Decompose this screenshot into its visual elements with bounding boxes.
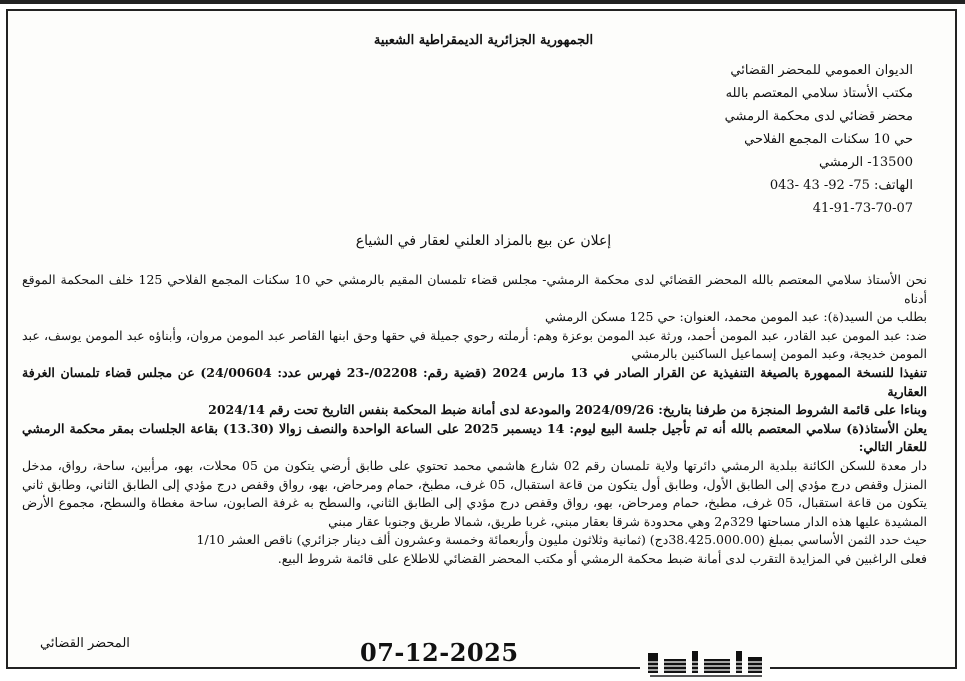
newspaper-logo: [640, 647, 770, 681]
paragraph-price: حيث حدد الثمن الأساسي بمبلغ (38.425.000.00دج) (ثمانية وثلاثون مليون وأربعمائة وخمسة وعشرون ألف دينار جزائري) ناقص العشر 1/10: [196, 532, 927, 548]
office-line-3: محضر قضائي لدى محكمة الرمشي: [724, 109, 913, 124]
office-line-4: حي 10 سكنات المجمع الفلاحي: [744, 132, 913, 147]
top-rule: [0, 0, 965, 4]
paragraph-requester: بطلب من السيد(ة): عبد المومن محمد، العنوان: حي 125 مسكن الرمشي: [544, 309, 927, 325]
office-phone-2: 41-91-73-70-07: [812, 201, 913, 216]
publication-date: 07-12-2025: [360, 638, 519, 667]
notice-title: إعلان عن بيع بالمزاد العلني لعقار في الشياع: [355, 233, 612, 249]
paragraph-closing: فعلى الراغبين في المزايدة التقرب لدى أمانة ضبط محكمة الرمشي أو مكتب المحضر القضائي للاطلاع على قائمة شروط البيع.: [277, 550, 927, 566]
paragraph-announcement: يعلن الأستاذ(ة) سلامي المعتصم بالله أنه تم تأجيل جلسة البيع ليوم: 14 ديسمبر 2025 على الساعة الواحدة والنصف زوالا (13.30) بقاعة الجلسات بمقر محكمة الرمشي للعقار التالي:: [22, 420, 927, 455]
paragraph-intro: نحن الأستاذ سلامي المعتصم بالله المحضر القضائي لدى محكمة الرمشي- مجلس قضاء تلمسان المقيم بالرمشي حي 10 سكنات المجمع الفلاحي 125 خلف المحكمة الموقع أدناه: [22, 272, 927, 306]
paragraph-defendants: ضد: عبد المومن عبد القادر، عبد المومن أحمد، ورثة عبد المومن بوعزة وهم: أرملته رحوي جميلة في حقها وحق ابنها القاصر عبد المومن مروان، وأبناؤه عبد المومن يوسف، عبد المومن خديجة، وعبد المومن إسماعيل الساكنين بالرمشي: [22, 327, 927, 362]
office-line-5: 13500- الرمشي: [818, 155, 913, 170]
office-phone-1: الهاتف: 75- 92- 43 -043: [769, 178, 913, 193]
notice-body: [22, 271, 927, 569]
office-line-2: مكتب الأستاذ سلامي المعتصم بالله: [725, 86, 913, 101]
paragraph-property: دار معدة للسكن الكائنة ببلدية الرمشي دائرتها ولاية تلمسان رقم 02 شارع هاشمي محمد تحتوي على طابق أرضي يتكون من 05 محلات، بهو، مرأبين، ساحة، رواق، مدخل المنزل وقفص درج مؤدي إلى الطابق الأول، وطابق أول يتكون من قاعة استقبال، 05 غرف، مطبخ، حمام ومرحاض، بهو، رواق وقفص درج مؤدي إلى الطابق الثاني، وطابق ثاني يتكون من قاعة استقبال، 05 غرف، مطبخ، حمام ومرحاض، بهو، رواق وقفص درج مؤدي إلى الطابق الثاني، والسطح به غرفة الصابون، ساحة مغطاة والسطح، مجموع الأرض المشيدة عليها هذه الدار مساحتها 329م2 وهي محدودة شرقا بعقار مبني، غربا طريق، شمالا طريق وجنوبا عقار مبني: [22, 457, 927, 529]
date-underline: [350, 667, 605, 669]
paragraph-conditions: وبناءا على قائمة الشروط المنجزة من طرفنا بتاريخ: 2024/09/26 والمودعة لدى أمانة ضبط المحكمة بنفس التاريخ تحت رقم 2024/14: [208, 402, 927, 418]
office-line-1: الديوان العمومي للمحضر القضائي: [730, 63, 913, 78]
notice-frame: [6, 9, 957, 669]
paragraph-execution: تنفيذا للنسخة الممهورة بالصيغة التنفيذية عن القرار الصادر في 13 مارس 2024 (قضية رقم: 02208/-23 فهرس عدد: 24/00604) عن مجلس قضاء تلمسان الغرفة العقارية: [22, 364, 927, 399]
republic-heading: الجمهورية الجزائرية الديمقراطية الشعبية: [373, 33, 594, 48]
signature-label: المحضر القضائي: [40, 636, 130, 651]
